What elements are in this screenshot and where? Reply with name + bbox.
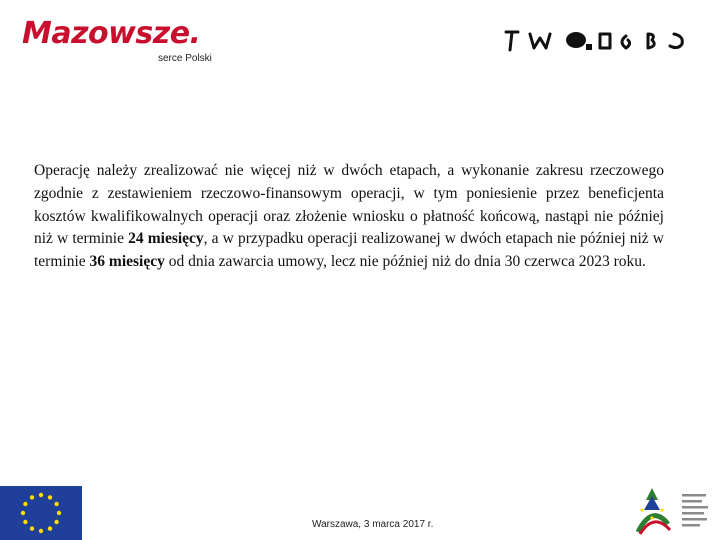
eu-flag-icon (0, 486, 82, 540)
footer-date: Warszawa, 3 marca 2017 r. (312, 519, 434, 530)
mazowsze-logo (22, 16, 232, 68)
text-part-3: od dnia zawarcia umowy, lecz nie później niż do dnia 30 czerwca 2023 roku. (164, 253, 646, 271)
text-part-1: Operację należy zrealizować nie więcej niż w dwóch etapach, a wykonanie zakresu rzeczowego zgodnie z zestawieniem rzeczowo-finansowym operacji, w tym poniesienie przez beneficjenta kosztów kwalifikowalnych operacji oraz złożenie wniosku o płatność końcową, nastąpi nie później niż w terminie (34, 162, 664, 248)
body-paragraph (34, 160, 664, 274)
prow-logo-icon (628, 482, 720, 540)
term-24-months: 24 miesięcy (128, 230, 204, 248)
term-36-months: 36 miesięcy (89, 253, 165, 271)
text-part-2: , a w przypadku operacji realizowanej w dwóch etapach nie później niż w terminie (34, 230, 664, 271)
brand-tagline: serce Polski (158, 53, 212, 64)
glyph-logo-icon (500, 26, 700, 56)
brand-name: Mazowsze. (22, 16, 201, 51)
